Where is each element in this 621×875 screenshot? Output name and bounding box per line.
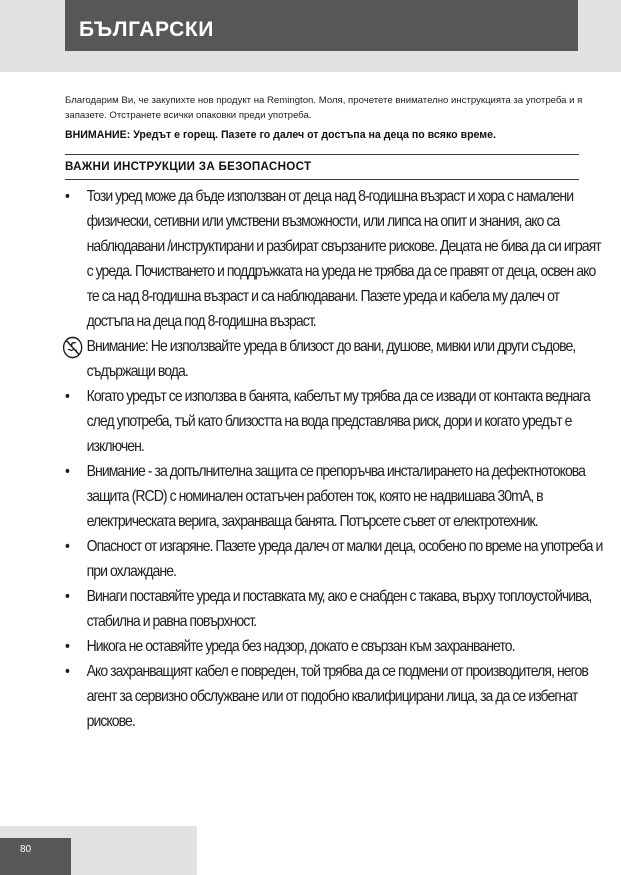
- intro-text: Благодарим Ви, че закупихте нов продукт на Remington. Моля, прочетете внимателно инструкцията за употреба и я запазете. Отстранете всички опаковки преди употреба.: [65, 95, 583, 121]
- page-number-box: [0, 838, 71, 875]
- safety-instructions-list: [65, 184, 603, 734]
- bullet: •: [65, 188, 69, 205]
- item-text: Внимание: Не използвайте уреда в близост до вани, душове, мивки или други съдове, съдържащи вода.: [86, 338, 576, 380]
- safety-item-unattended: [65, 634, 609, 659]
- item-text: Никога не оставяйте уреда без надзор, докато е свързан към захранването.: [86, 638, 515, 655]
- page-number: 80: [20, 844, 32, 855]
- bullet: •: [65, 538, 69, 555]
- hot-warning: ВНИМАНИЕ: Уредът е горещ. Пазете го далеч от достъпа на деца по всяко време.: [65, 129, 496, 141]
- no-water-icon: [62, 336, 83, 359]
- bullet: •: [65, 388, 69, 405]
- item-text: Когато уредът се използва в банята, кабелът му трябва да се извади от контакта веднага след употреба, тъй като близостта на вода представлява риск, дори и когато уредът е изключен.: [86, 388, 590, 455]
- safety-item-damaged-cord: [65, 659, 609, 734]
- item-text: Този уред може да бъде използван от деца над 8-годишна възраст и хора с намалени физически, сетивни или умствени възможности, или липса на опит и знания, ако са наблюдавани /инструктирани и разбират свързаните рискове. Децата не бива да си играят с уреда. Почистването и поддръжката на уреда не трябва да се правят от деца, освен ако те са над 8-годишна възраст и са наблюдавани. Пазете уреда и кабела му далеч от достъпа на деца под 8-годишна възраст.: [86, 188, 601, 330]
- item-text: Внимание - за допълнителна защита се препоръчва инсталирането на дефектнотокова защита (RCD) с номинален остатъчен работен ток, която не надвишава 30mA, в електрическата верига, захранваща банята. Потърсете съвет от електротехник.: [86, 463, 586, 530]
- safety-item-burn-hazard: [65, 534, 609, 584]
- bullet: •: [65, 588, 69, 605]
- item-text: Опасност от изгаряне. Пазете уреда далеч от малки деца, особено по време на употреба и при охлаждане.: [86, 538, 603, 580]
- bullet: •: [65, 663, 69, 680]
- safety-section-header: [65, 154, 579, 180]
- safety-item-children: [65, 184, 609, 334]
- bullet: •: [65, 638, 69, 655]
- bullet: •: [65, 463, 69, 480]
- language-header-bar: [65, 0, 578, 51]
- safety-item-rcd: [65, 459, 609, 534]
- item-text: Винаги поставяйте уреда и поставката му, ако е снабден с такава, върху топлоустойчива, стабилна и равна повърхност.: [86, 588, 592, 630]
- language-title: БЪЛГАРСКИ: [79, 18, 214, 41]
- safety-title: ВАЖНИ ИНСТРУКЦИИ ЗА БЕЗОПАСНОСТ: [65, 160, 312, 173]
- safety-item-water: [65, 334, 609, 384]
- safety-item-bathroom-unplug: [65, 384, 609, 459]
- item-text: Ако захранващият кабел е повреден, той трябва да се подмени от производителя, негов агент за сервизно обслужване или от подобно квалифицирани лица, за да се избегнат рискове.: [86, 663, 588, 730]
- safety-item-surface: [65, 584, 609, 634]
